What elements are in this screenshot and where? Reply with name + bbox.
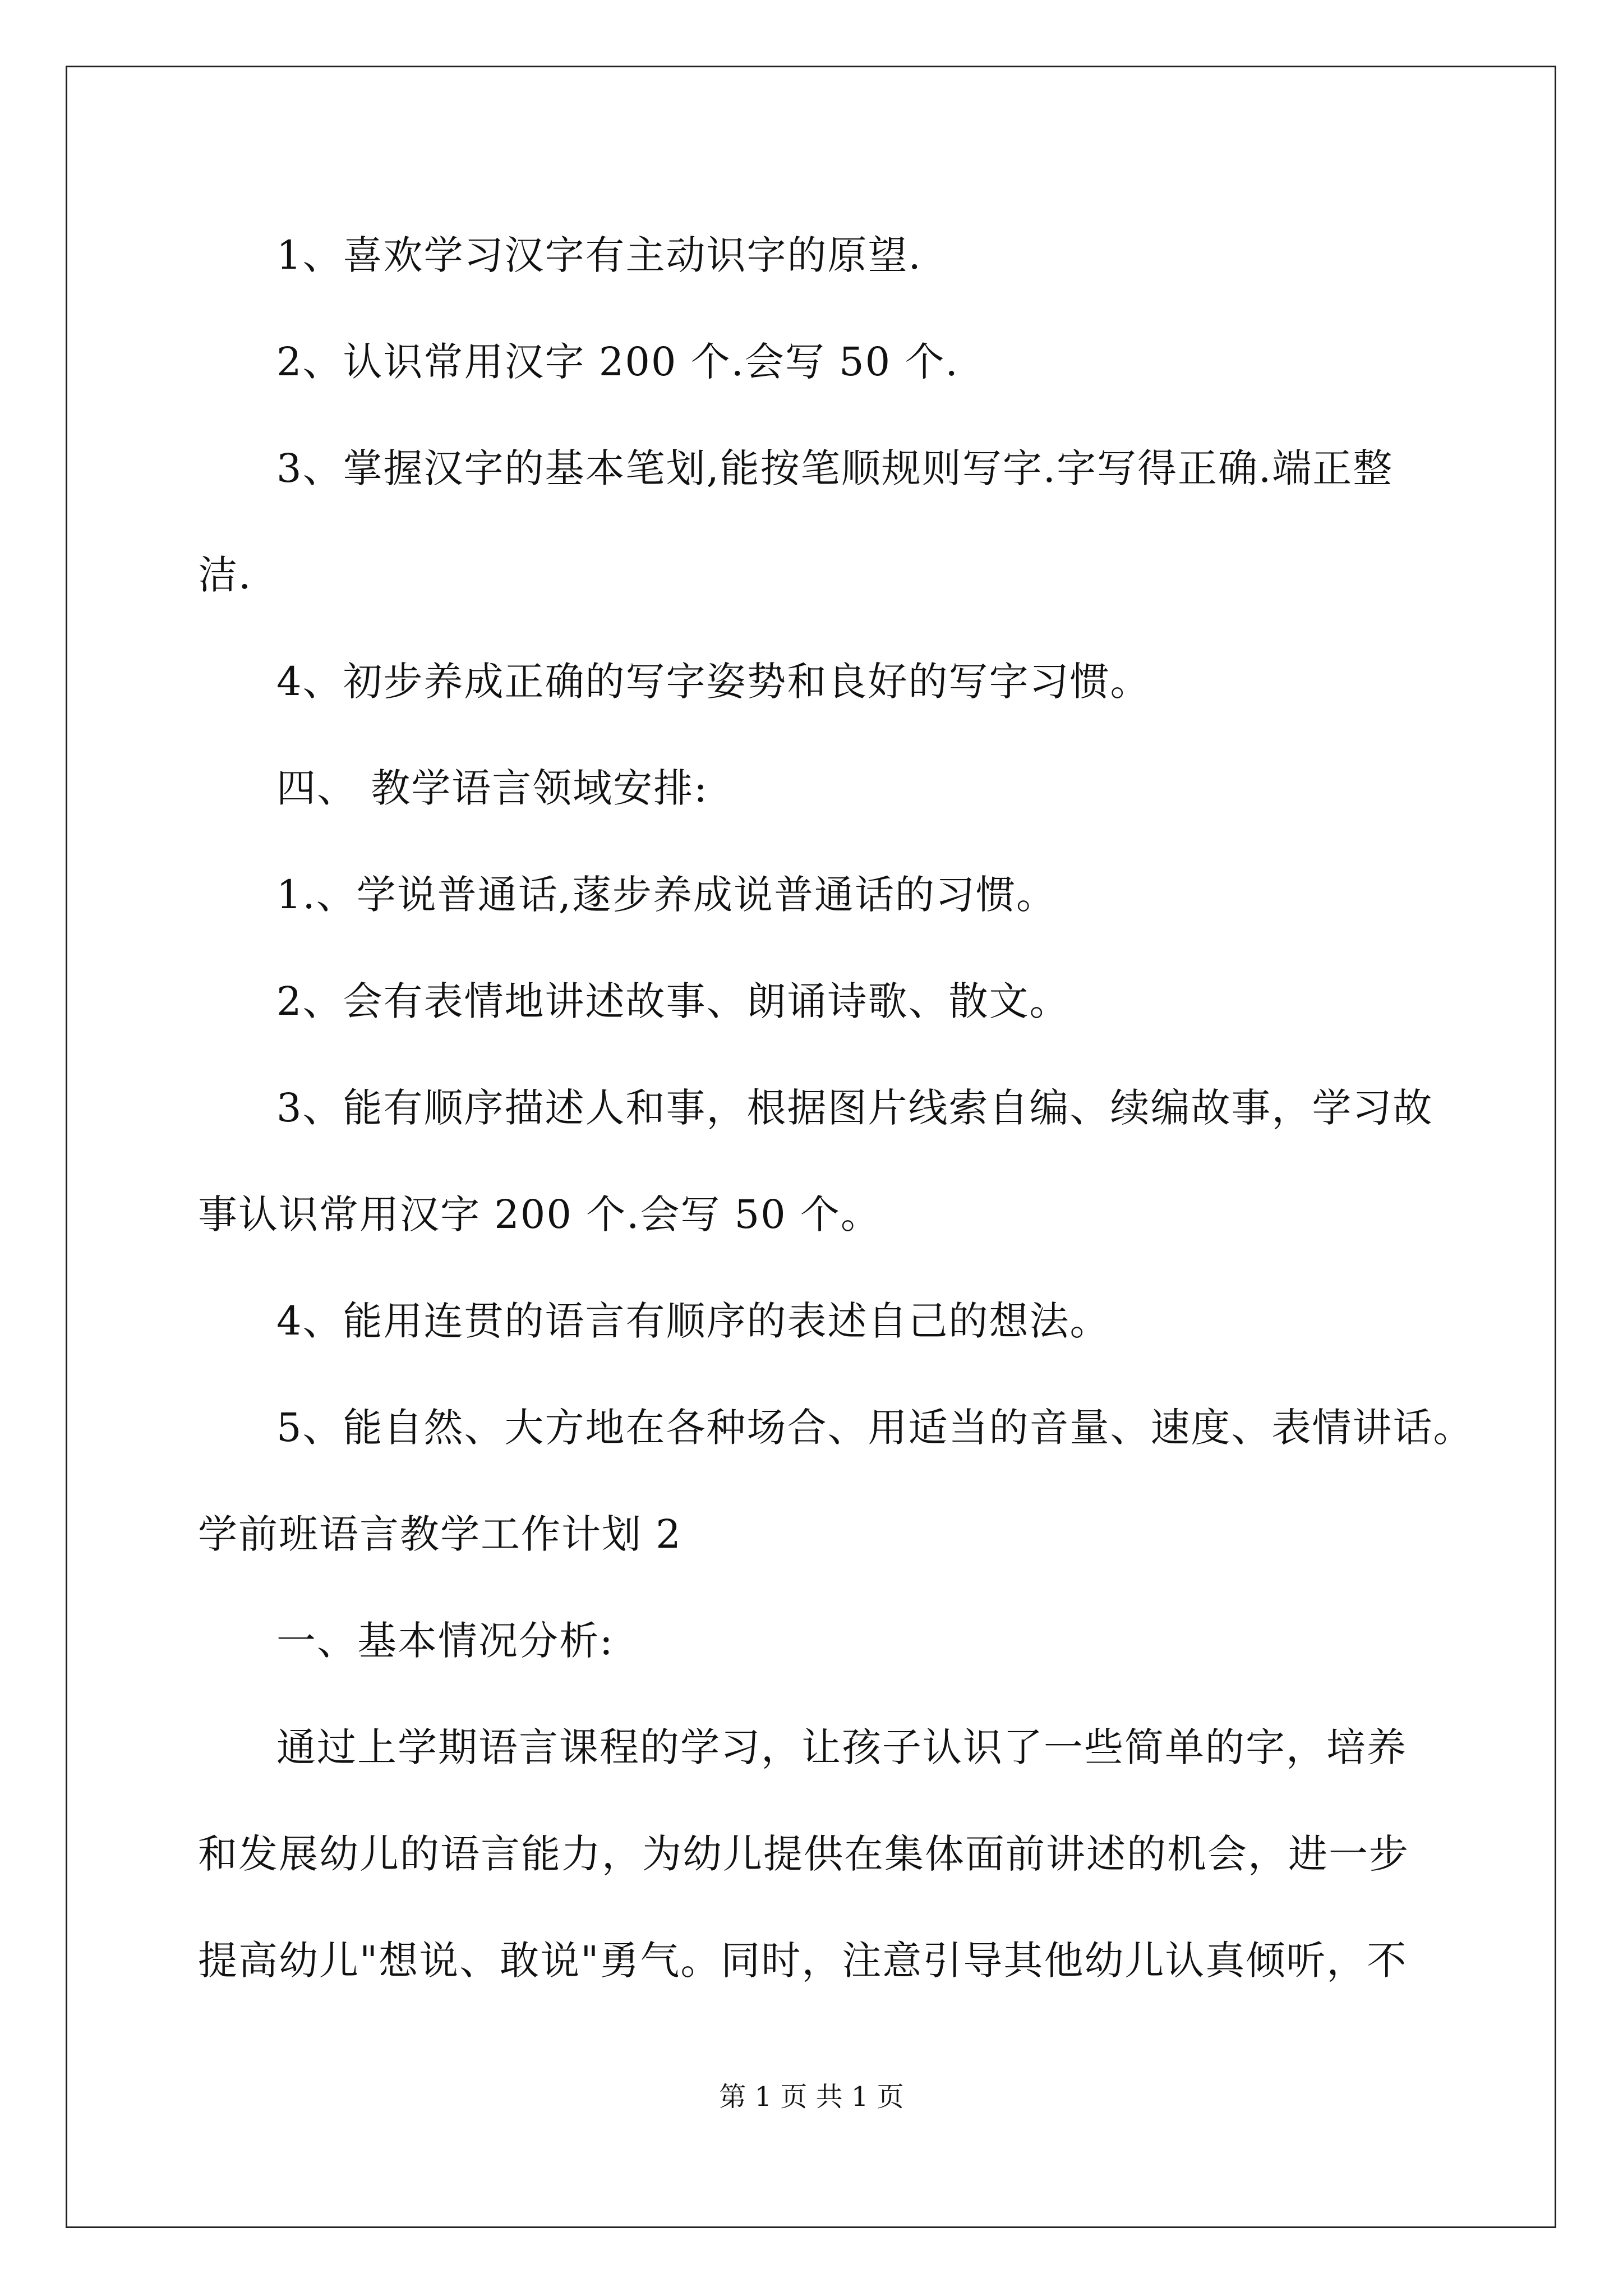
- text-line-8: 2、会有表情地讲述故事、朗诵诗歌、散文。: [276, 978, 1070, 1024]
- text-line-7: 1.、学说普通话,蓫步养成说普通话的习惯。: [276, 872, 1057, 918]
- text-line-5: 4、初步养成正确的写字姿势和良好的写字习惯。: [276, 659, 1151, 705]
- text-line-15: 通过上学期语言课程的学习，让孩子认识了一些简单的字，培养: [276, 1724, 1407, 1770]
- text-line-11: 4、能用连贯的语言有顺序的表述自己的想法。: [276, 1298, 1110, 1344]
- text-line-1: 1、喜欢学习汉字有主动识字的原望.: [276, 232, 922, 278]
- text-line-17: 提高幼儿"想说、敢说"勇气。同时，注意引导其他幼儿认真倾听，不: [198, 1938, 1408, 1984]
- text-line-3: 3、掌握汉字的基本笔划,能按笔顺规则写字.字写得正确.端正整: [276, 445, 1394, 491]
- text-line-9: 3、能有顺序描述人和事，根据图片线索自编、续编故事，学习故: [276, 1085, 1433, 1131]
- document-title: 学前班语言教学工作计划 2: [198, 1511, 682, 1557]
- subsection-heading: 一、基本情况分析:: [276, 1618, 614, 1664]
- page-frame: [66, 66, 1556, 2228]
- section-heading: 四、 教学语言领域安排:: [276, 765, 708, 811]
- text-line-4: 洁.: [198, 552, 252, 598]
- text-line-12: 5、能自然、大方地在各种场合、用适当的音量、速度、表情讲话。: [276, 1405, 1474, 1451]
- text-line-10: 事认识常用汉字 200 个.会写 50 个。: [198, 1191, 881, 1237]
- page-number-footer: 第 1 页 共 1 页: [719, 2081, 904, 2113]
- text-line-16: 和发展幼儿的语言能力，为幼儿提供在集体面前讲述的机会，进一步: [198, 1831, 1409, 1877]
- text-line-2: 2、认识常用汉字 200 个.会写 50 个.: [276, 339, 959, 385]
